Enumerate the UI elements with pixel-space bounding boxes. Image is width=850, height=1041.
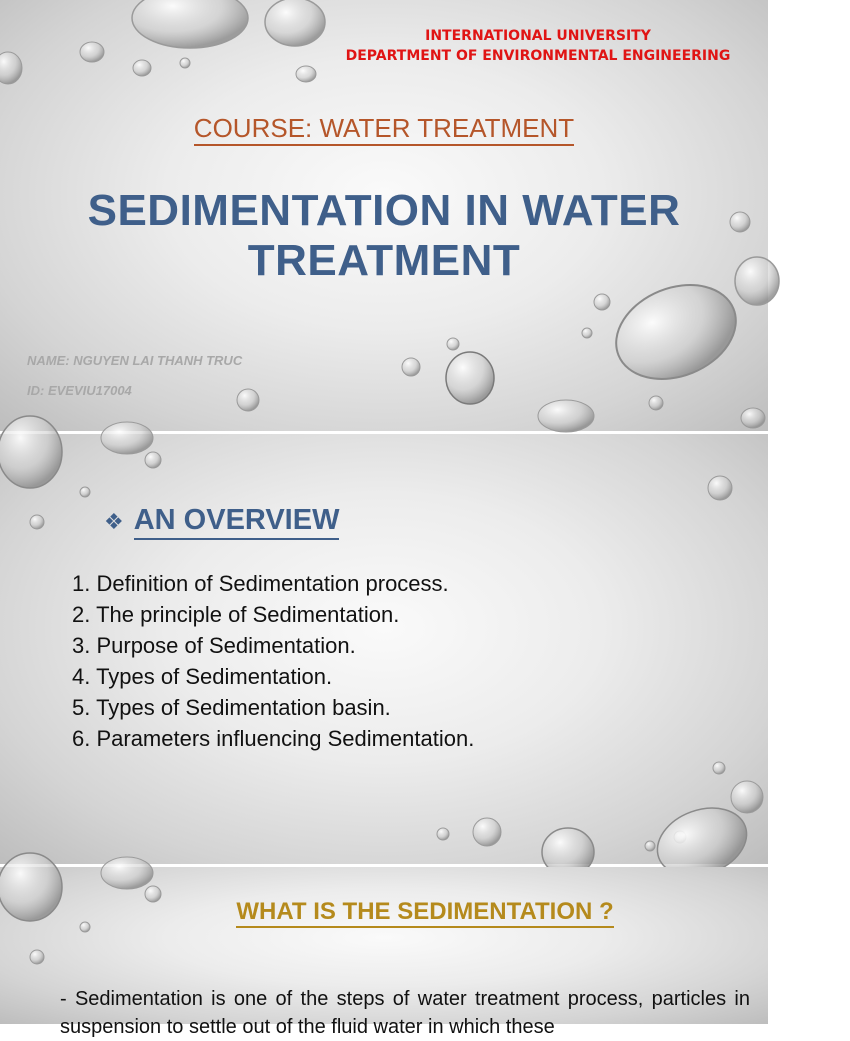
department-name: DEPARTMENT OF ENVIRONMENTAL ENGINEERING [345, 48, 731, 64]
overview-list [72, 568, 474, 754]
slide-definition [0, 867, 768, 1038]
slide-overview [0, 434, 768, 864]
definition-title: WHAT IS THE SEDIMENTATION ? [236, 898, 613, 928]
list-item: 4. Types of Sedimentation. [72, 664, 333, 689]
title-line-2: TREATMENT [247, 236, 521, 285]
list-item: 6. Parameters influencing Sedimentation. [72, 726, 475, 751]
list-item: 3. Purpose of Sedimentation. [72, 633, 356, 658]
overview-heading [104, 504, 339, 540]
slide-title [0, 0, 768, 431]
course-label [0, 113, 768, 144]
overview-title: AN OVERVIEW [134, 504, 340, 540]
list-item: 2. The principle of Sedimentation. [72, 602, 400, 627]
list-item: 1. Definition of Sedimentation process. [72, 571, 449, 596]
list-item: 5. Types of Sedimentation basin. [72, 695, 391, 720]
definition-heading [0, 898, 850, 926]
university-name: INTERNATIONAL UNIVERSITY [425, 28, 651, 44]
diamond-bullet-icon: ❖ [104, 509, 124, 534]
title-line-1: SEDIMENTATION IN WATER [87, 186, 681, 235]
definition-body: - Sedimentation is one of the steps of water treatment process, particles in suspension to settle out of the fluid water in which these [60, 988, 750, 1038]
student-name: NAME: NGUYEN LAI THANH TRUC [27, 353, 243, 368]
slide-title-heading [34, 186, 734, 286]
student-id: ID: EVEVIU17004 [27, 383, 132, 398]
university-header [328, 26, 748, 66]
course-text: COURSE: WATER TREATMENT [194, 113, 574, 146]
